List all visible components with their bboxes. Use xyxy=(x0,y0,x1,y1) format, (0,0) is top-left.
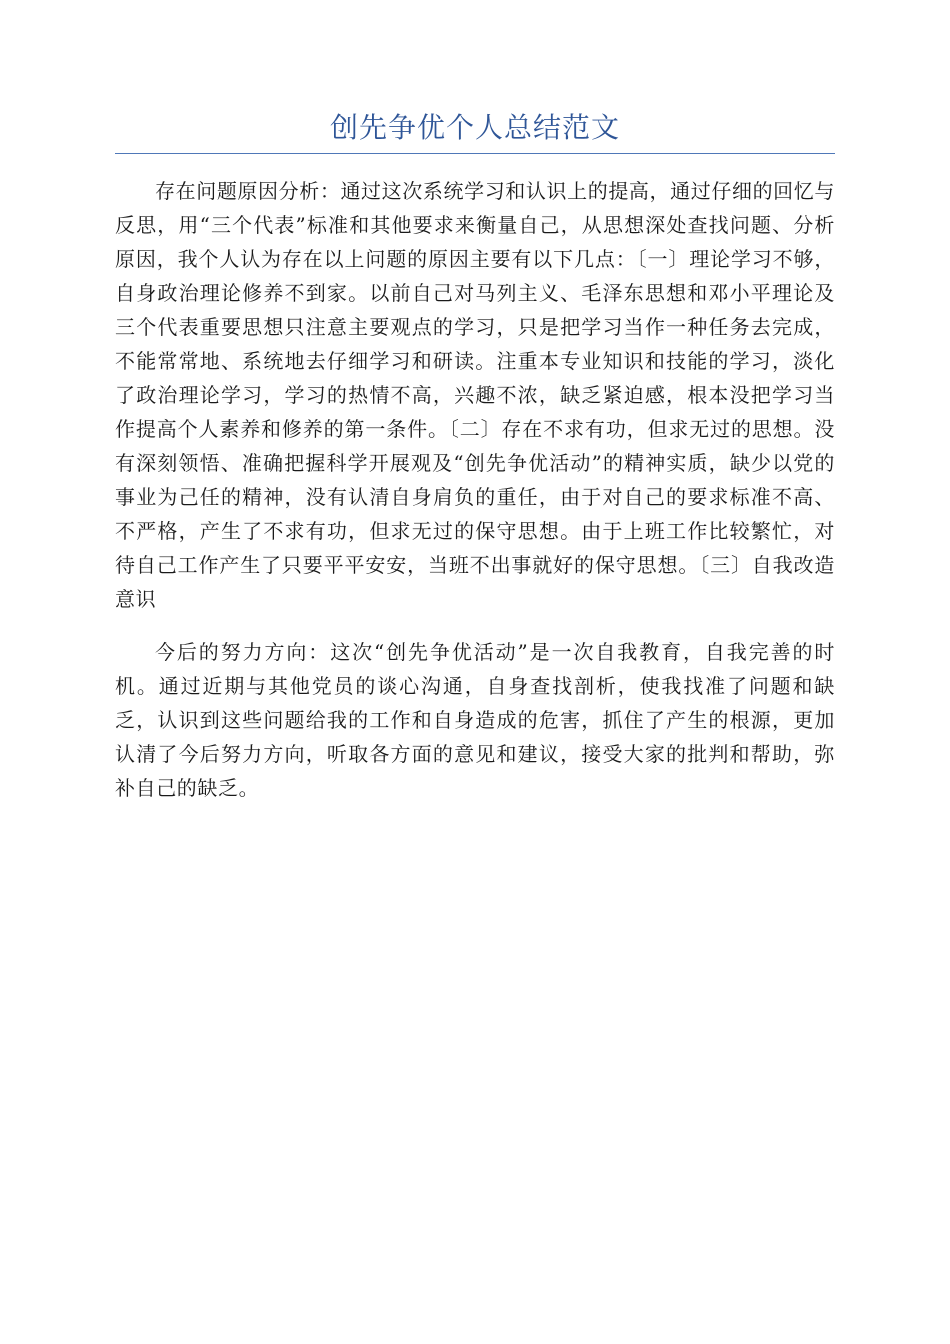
paragraph-problem-analysis: 存在问题原因分析：通过这次系统学习和认识上的提高，通过仔细的回忆与反思，用“三个代表”标准和其他要求来衡量自己，从思想深处查找问题、分析原因，我个人认为存在以上问题的原因主要有以下几点：〔一〕理论学习不够，自身政治理论修养不到家。以前自己对马列主义、毛泽东思想和邓小平理论及三个代表重要思想只注意主要观点的学习，只是把学习当作一种任务去完成，不能常常地、系统地去仔细学习和研读。注重本专业知识和技能的学习，淡化了政治理论学习，学习的热情不高，兴趣不浓，缺乏紧迫感，根本没把学习当作提高个人素养和修养的第一条件。〔二〕存在不求有功，但求无过的思想。没有深刻领悟、准确把握科学开展观及“创先争优活动”的精神实质，缺少以党的事业为己任的精神，没有认清自身肩负的重任，由于对自己的要求标准不高、不严格，产生了不求有功，但求无过的保守思想。由于上班工作比较繁忙，对待自己工作产生了只要平平安安，当班不出事就好的保守思想。〔三〕自我改造意识 xyxy=(115,179,835,611)
document-title: 创先争优个人总结范文 xyxy=(115,108,835,154)
document-body xyxy=(115,108,835,805)
paragraph-future-direction: 今后的努力方向：这次“创先争优活动”是一次自我教育，自我完善的时机。通过近期与其他党员的谈心沟通，自身查找剖析，使我找准了问题和缺乏，认识到这些问题给我的工作和自身造成的危害，抓住了产生的根源，更加认清了今后努力方向，听取各方面的意见和建议，接受大家的批判和帮助，弥补自己的缺乏。 xyxy=(115,640,835,800)
